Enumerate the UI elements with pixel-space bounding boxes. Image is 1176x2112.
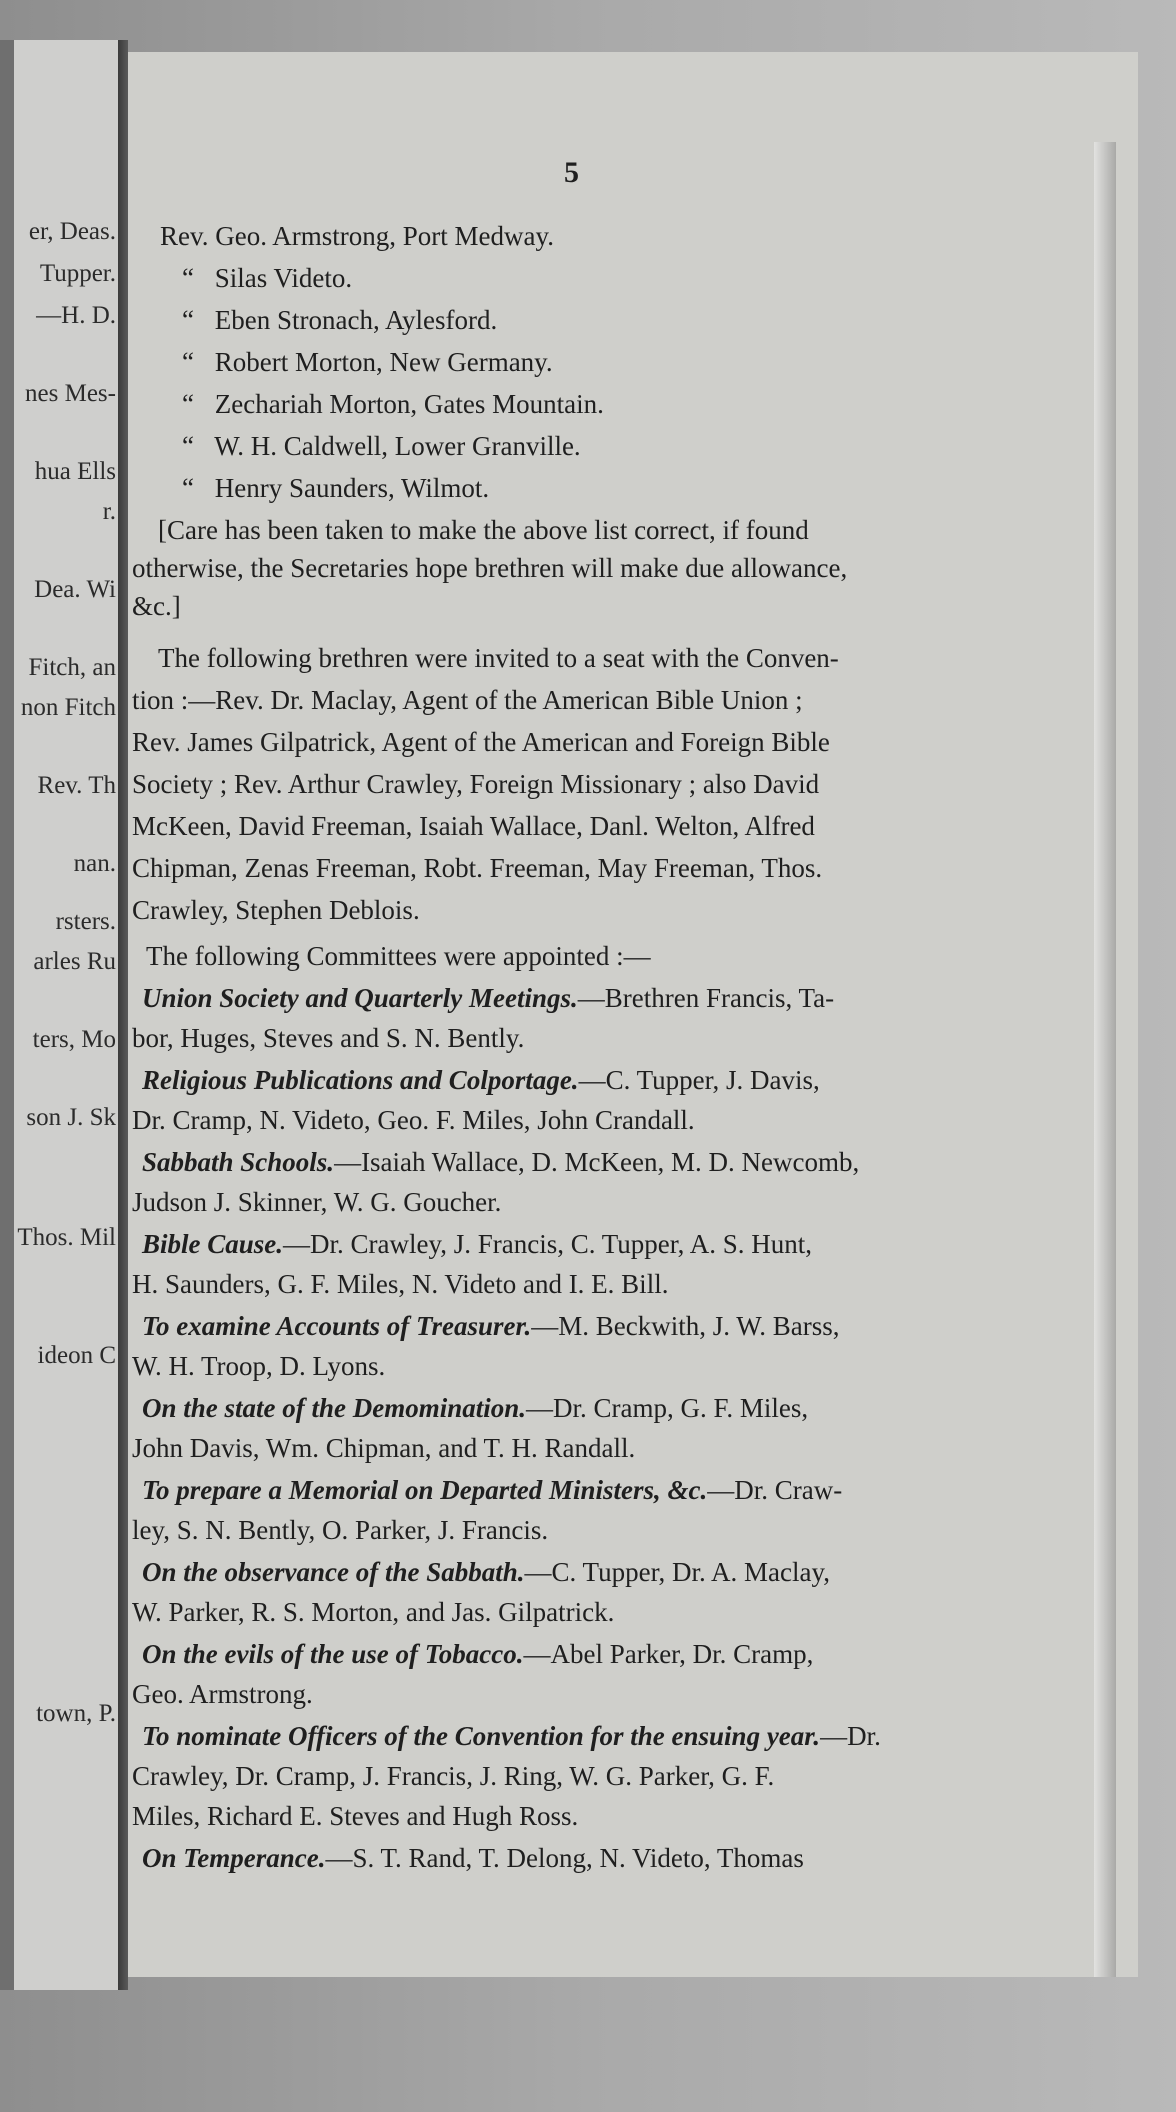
ditto-mark: “ [182,389,194,419]
paragraph-line: Rev. James Gilpatrick, Agent of the American and Foreign Bible [132,727,830,757]
committee-line: ley, S. N. Bently, O. Parker, J. Francis. [132,1515,549,1545]
committee-title: To prepare a Memorial on Departed Ministers, &c. [142,1475,708,1505]
committee-heading [142,1064,820,1096]
entry-text: Eben Stronach, Aylesford. [214,305,498,335]
paragraph-line: tion :—Rev. Dr. Maclay, Agent of the American Bible Union ; [132,685,803,715]
minister-entry [168,262,352,294]
committee-members: —Dr. Crawley, J. Francis, C. Tupper, A. S. Hunt, [283,1229,812,1259]
committee-heading [142,1720,881,1752]
minister-entry [160,220,554,252]
left-fragment: nes Mes- [25,380,116,407]
left-fragment: Dea. Wi [34,576,116,603]
left-fragment: non Fitch [20,694,116,721]
committee-heading [142,982,834,1014]
committee-members: —Abel Parker, Dr. Cramp, [523,1639,814,1669]
entry-text: Geo. Armstrong, Port Medway. [215,221,554,251]
left-fragment: er, Deas. [28,218,116,245]
committee-line: H. Saunders, G. F. Miles, N. Videto and I. E. Bill. [132,1269,669,1299]
committee-line: bor, Huges, Steves and S. N. Bently. [132,1023,525,1053]
ditto-mark: “ [182,305,194,335]
committee-title: To examine Accounts of Treasurer. [142,1311,532,1341]
committee-title: On the evils of the use of Tobacco. [142,1639,524,1669]
committee-members: —M. Beckwith, J. W. Barss, [531,1311,840,1341]
committee-heading [142,1842,804,1874]
committee-title: On the observance of the Sabbath. [142,1557,525,1587]
entry-prefix: Rev. [160,221,209,251]
left-fragment: r. [102,498,116,525]
committee-members: —C. Tupper, J. Davis, [578,1065,820,1095]
left-fragment: Tupper. [39,260,116,287]
left-fragment: town, P. [36,1700,116,1727]
committees-intro: The following Committees were appointed :— [146,941,651,971]
paragraph-line: Chipman, Zenas Freeman, Robt. Freeman, May Freeman, Thos. [132,853,823,883]
committee-line: John Davis, Wm. Chipman, and T. H. Randall. [132,1433,636,1463]
paragraph-line: The following brethren were invited to a seat with the Conven- [158,643,839,673]
ditto-mark: “ [182,473,194,503]
committee-line: W. Parker, R. S. Morton, and Jas. Gilpatrick. [132,1597,615,1627]
ditto-mark: “ [182,347,194,377]
left-fragment: Thos. Mil [17,1224,116,1251]
committee-heading [142,1474,842,1506]
entry-text: Zechariah Morton, Gates Mountain. [214,389,604,419]
committee-line: W. H. Troop, D. Lyons. [132,1351,386,1381]
committee-title: Union Society and Quarterly Meetings. [142,983,578,1013]
paragraph-line: Crawley, Stephen Deblois. [132,895,420,925]
book-gutter [118,40,128,1990]
left-fragment: —H. D. [36,302,116,329]
ditto-mark: “ [182,431,194,461]
committee-members: —Isaiah Wallace, D. McKeen, M. D. Newcomb, [334,1147,860,1177]
committee-title: Bible Cause. [142,1229,284,1259]
entry-text: W. H. Caldwell, Lower Granville. [214,431,581,461]
paragraph-line: McKeen, David Freeman, Isaiah Wallace, Danl. Welton, Alfred [132,811,815,841]
committee-title: On Temperance. [142,1843,326,1873]
entry-text: Robert Morton, New Germany. [214,347,553,377]
note-line: [Care has been taken to make the above list correct, if found [158,515,809,545]
minister-entry [168,304,497,336]
left-fragment: son J. Sk [26,1104,116,1131]
entry-text: Silas Videto. [214,263,353,293]
left-fragment: rsters. [55,908,116,935]
committee-title: On the state of the Demomination. [142,1393,527,1423]
entry-text: Henry Saunders, Wilmot. [214,473,490,503]
left-fragment: Fitch, an [28,654,116,681]
left-page-edge [0,40,14,1990]
committee-heading [142,1228,812,1260]
paragraph-line: Society ; Rev. Arthur Crawley, Foreign Missionary ; also David [132,769,820,799]
committee-members: —Brethren Francis, Ta- [577,983,835,1013]
page-edge-shadow [1094,142,1116,1977]
committee-members: —C. Tupper, Dr. A. Maclay, [524,1557,830,1587]
committee-title: Sabbath Schools. [142,1147,335,1177]
committee-heading [142,1638,813,1670]
minister-entry [168,472,489,504]
committee-title: Religious Publications and Colportage. [142,1065,579,1095]
minister-entry [168,346,553,378]
committee-members: —Dr. Craw- [707,1475,843,1505]
committee-line: Geo. Armstrong. [132,1679,313,1709]
committee-line: Crawley, Dr. Cramp, J. Francis, J. Ring, W. G. Parker, G. F. [132,1761,775,1791]
note-line: &c.] [132,591,181,621]
committee-members: —S. T. Rand, T. Delong, N. Videto, Thomas [325,1843,804,1873]
left-fragment: hua Ells [34,458,116,485]
committee-heading [142,1392,808,1424]
left-fragment: ideon C [37,1342,116,1369]
committee-line: Judson J. Skinner, W. G. Goucher. [132,1187,502,1217]
committee-title: To nominate Officers of the Convention for the ensuing year. [142,1721,821,1751]
committee-line: Miles, Richard E. Steves and Hugh Ross. [132,1801,579,1831]
ditto-mark: “ [182,263,194,293]
minister-entry [168,430,581,462]
left-fragment: ters, Mo [32,1026,116,1053]
committee-members: —Dr. [820,1721,881,1751]
minister-entry [168,388,604,420]
left-fragment: arles Ru [33,948,116,975]
left-fragment: nan. [73,850,116,877]
note-line: otherwise, the Secretaries hope brethren will make due allowance, [132,553,848,583]
page-number: 5 [564,156,579,189]
committee-heading [142,1556,830,1588]
committee-heading [142,1146,859,1178]
book-page [128,52,1138,1977]
left-fragment: Rev. Th [37,772,116,799]
committee-members: —Dr. Cramp, G. F. Miles, [526,1393,809,1423]
left-page-fragment [0,40,118,1990]
committee-line: Dr. Cramp, N. Videto, Geo. F. Miles, John Crandall. [132,1105,695,1135]
committee-heading [142,1310,840,1342]
